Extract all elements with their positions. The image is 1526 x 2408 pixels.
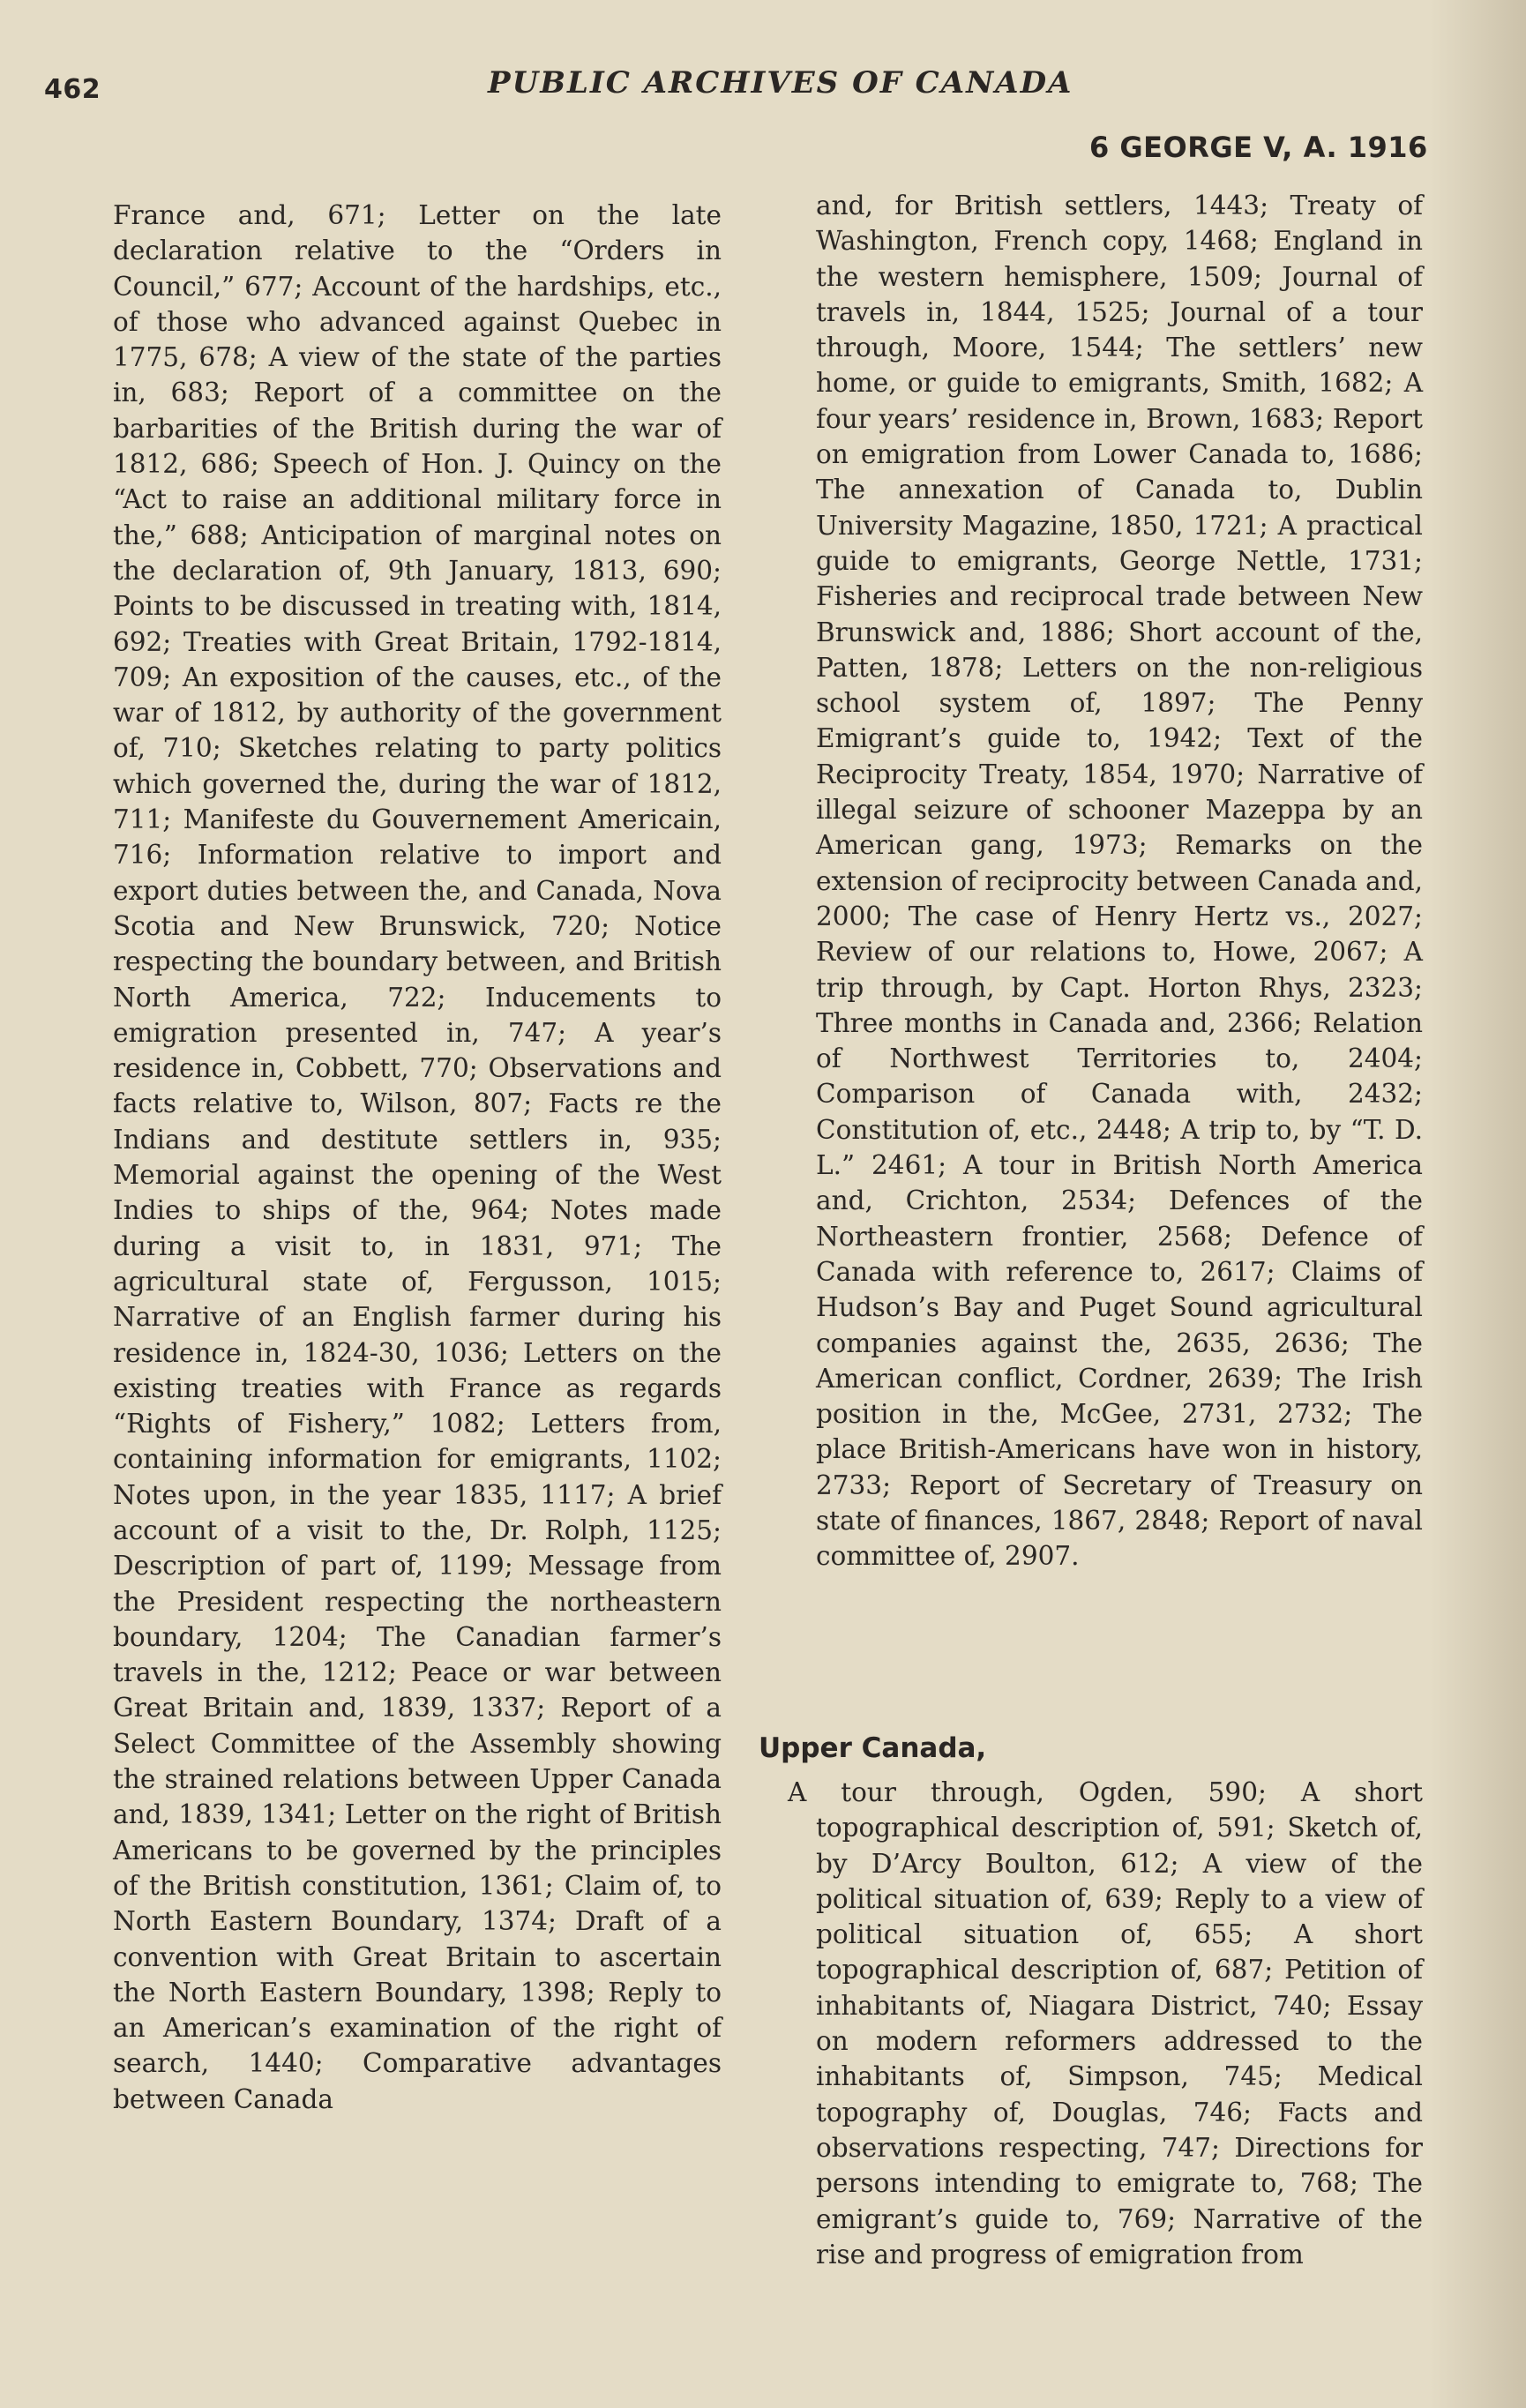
left-column-text: France and, 671; Letter on the late declaration relative to the “Orders in Council,” 677; Account of the hardships, etc., of those who advanced against Quebec in 1775, 678; A view of the state of the parties in, 683; Report of a committee on the barbarities of the British during the war of 1812, 686; Speech of Hon. J. Quincy on the “Act to raise an additional military force in the,” 688; Anticipation of marginal notes on the declaration of, 9th January, 1813, 690; Points to be discussed in treating with, 1814, 692; Treaties with Great Britain, 1792-1814, 709; An exposition of the causes, etc., of the war of 1812, by authority of the government of, 710; Sketches relating to party politics which governed the, during the war of 1812, 711; Manifeste du Gouvernement Americain, 716; Information relative to import and export duties between the, and Canada, Nova Scotia and New Brunswick, 720; Notice respecting the boundary between, and British North America, 722; Inducements to emigration presented in, 747; A year’s residence in, Cobbett, 770; Observations and facts relative to, Wilson, 807; Facts re the Indians and destitute settlers in, 935; Memorial against the opening of the West Indies to ships of the, 964; Notes made during a visit to, in 1831, 971; The agricultural state of, Fergusson, 1015; Narrative of an English farmer during his residence in, 1824-30, 1036; Letters on the existing treaties with France as regards “Rights of Fishery,” 1082; Letters from, containing information for emigrants, 1102; Notes upon, in the year 1835, 1117; A brief account of a visit to the, Dr. Rolph, 1125; Description of part of, 1199; Message from the President respecting the northeastern boundary, 1204; The Canadian farmer’s travels in the, 1212; Peace or war between Great Britain and, 1839, 1337; Report of a Select Committee of the Assembly showing the strained relations between Upper Canada and, 1839, 1341; Letter on the right of British Americans to be governed by the principles of the British constitution, 1361; Claim of, to North Eastern Boundary, 1374; Draft of a convention with Great Britain to ascertain the North Eastern Boundary, 1398; Reply to an American’s examination of the right of search, 1440; Comparative advantages between Canada xyxy=(113,200,722,2114)
page-edge-shadow xyxy=(1429,0,1526,2408)
right-column-text-bottom: A tour through, Ogden, 590; A short topographical description of, 591; Sketch of, by D’Arcy Boulton, 612; A view of the political situation of, 639; Reply to a view of political situation of, 655; A short topographical description of, 687; Petition of inhabitants of, Niagara District, 740; Essay on modern reformers addressed to the inhabitants of, Simpson, 745; Medical topography of, Douglas, 746; Facts and observations respecting, 747; Directions for persons intending to emigrate to, 768; The emigrant’s guide to, 769; Narrative of the rise and progress of emigration from xyxy=(788,1777,1423,2270)
running-title: PUBLIC ARCHIVES OF CANADA xyxy=(488,65,1073,101)
section-heading-upper-canada: Upper Canada, xyxy=(759,1732,987,1764)
right-column-text-top: and, for British settlers, 1443; Treaty of Washington, French copy, 1468; England in the western hemisphere, 1509; Journal of travels in, 1844, 1525; Journal of a tour through, Moore, 1544; The settlers’ new home, or guide to emigrants, Smith, 1682; A four years’ residence in, Brown, 1683; Report on emigration from Lower Canada to, 1686; The annexation of Canada to, Dublin University Magazine, 1850, 1721; A practical guide to emigrants, George Nettle, 1731; Fisheries and reciprocal trade between New Brunswick and, 1886; Short account of the, Patten, 1878; Letters on the non-religious school system of, 1897; The Penny Emigrant’s guide to, 1942; Text of the Reciprocity Treaty, 1854, 1970; Narrative of illegal seizure of schooner Mazeppa by an American gang, 1973; Remarks on the extension of reciprocity between Canada and, 2000; The case of Henry Hertz vs., 2027; Review of our relations to, Howe, 2067; A trip through, by Capt. Horton Rhys, 2323; Three months in Canada and, 2366; Relation of Northwest Territories to, 2404; Comparison of Canada with, 2432; Constitution of, etc., 2448; A trip to, by “T. D. L.” 2461; A tour in British North America and, Crichton, 2534; Defences of the Northeastern frontier, 2568; Defence of Canada with reference to, 2617; Claims of Hudson’s Bay and Puget Sound agricultural companies against the, 2635, 2636; The American conflict, Cordner, 2639; The Irish position in the, McGee, 2731, 2732; The place British-Americans have won in history, 2733; Report of Secretary of Treasury on state of finances, 1867, 2848; Report of naval committee of, 2907. xyxy=(816,191,1423,1572)
page-number: 462 xyxy=(44,74,101,105)
session-reference: 6 GEORGE V, A. 1916 xyxy=(1089,131,1428,164)
